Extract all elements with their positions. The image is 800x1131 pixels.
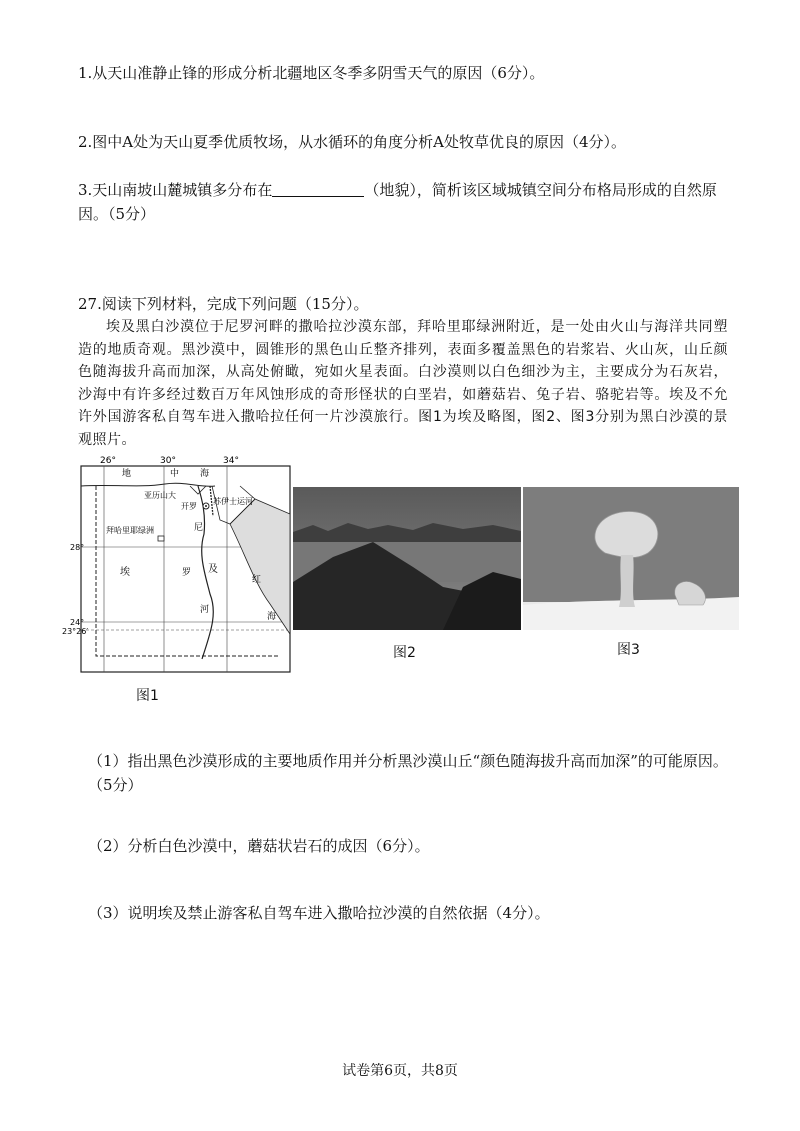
oasis-marker [158,536,164,541]
sea-label: 地 [122,469,132,479]
sea-label: 中 [170,469,180,479]
subquestion-1: （1）指出黑色沙漠形成的主要地质作用并分析黑沙漠山丘“颜色随海拔升高而加深”的可能原因。（5分） [88,752,728,794]
lon-label: 30° [160,456,176,466]
white-desert-photo [523,487,739,630]
page-footer: 试卷第6页，共8页 [342,1063,458,1079]
lat-label: 28° [70,543,85,552]
question-1: 1.从天山准静止锋的形成分析北疆地区冬季多阴雪天气的原因（6分）。 [78,64,545,82]
red-sea-label: 红 [252,575,262,585]
egypt-label: 及 [208,564,218,575]
subquestion-2: （2）分析白色沙漠中，蘑菇状岩石的成因（6分）。 [88,837,430,855]
alexandria-label: 亚历山大 [144,491,176,500]
lon-label: 26° [100,456,116,466]
lat-label: 23°26′ [62,627,89,636]
subquestion-3: （3）说明埃及禁止游客私自驾车进入撒哈拉沙漠的自然依据（4分）。 [88,904,550,922]
oasis-label: 拜哈里耶绿洲 [106,526,154,535]
nile-label: 河 [200,605,210,615]
red-sea [230,499,290,634]
figure-1-caption: 图1 [136,688,159,704]
question-27-title: 27.阅读下列材料，完成下列问题（15分）。 [78,295,369,313]
question-2: 2.图中A处为天山夏季优质牧场，从水循环的角度分析A处牧草优良的原因（4分）。 [78,133,627,151]
question-3-suffix: （地貌），简析该区域城镇空间分布格局形成的自然原因。（5分） [78,181,717,223]
nile-label: 罗 [182,568,192,578]
egypt-map [62,454,295,674]
red-sea-label: 海 [267,612,277,622]
black-desert-photo [293,487,521,630]
material-paragraph: 埃及黑白沙漠位于尼罗河畔的撒哈拉沙漠东部，拜哈里耶绿洲附近，是一处由火山与海洋共同塑造的地质奇观。黑沙漠中，圆锥形的黑色山丘整齐排列，表面多覆盖黑色的岩浆岩、火山灰，山丘颜色随海拔升高而加深，从高处俯瞰，宛如火星表面。白沙漠则以白色细沙为主，主要成分为石灰岩，沙海中有许多经过数百万年风蚀形成的奇形怪状的白垩岩，如蘑菇岩、兔子岩、骆驼岩等。埃及不允许外国游客私自驾车进入撒哈拉任何一片沙漠旅行。图1为埃及略图，图2、图3分别为黑白沙漠的景观照片。 [78,319,728,448]
suez-label: 苏伊士运河 [213,497,253,506]
figure-3-caption: 图3 [617,642,640,658]
lon-label: 34° [223,456,239,466]
question-3 [78,178,728,226]
cairo-label: 开罗 [181,502,197,511]
figure-2-caption: 图2 [393,645,416,661]
sea-label: 海 [200,469,210,479]
egypt-label: 埃 [120,567,130,578]
coastline [81,483,215,486]
lat-label: 24° [70,618,85,627]
answer-blank[interactable] [272,180,364,197]
nile-label: 尼 [194,523,204,533]
question-3-prefix: 3.天山南坡山麓城镇多分布在 [78,181,273,199]
